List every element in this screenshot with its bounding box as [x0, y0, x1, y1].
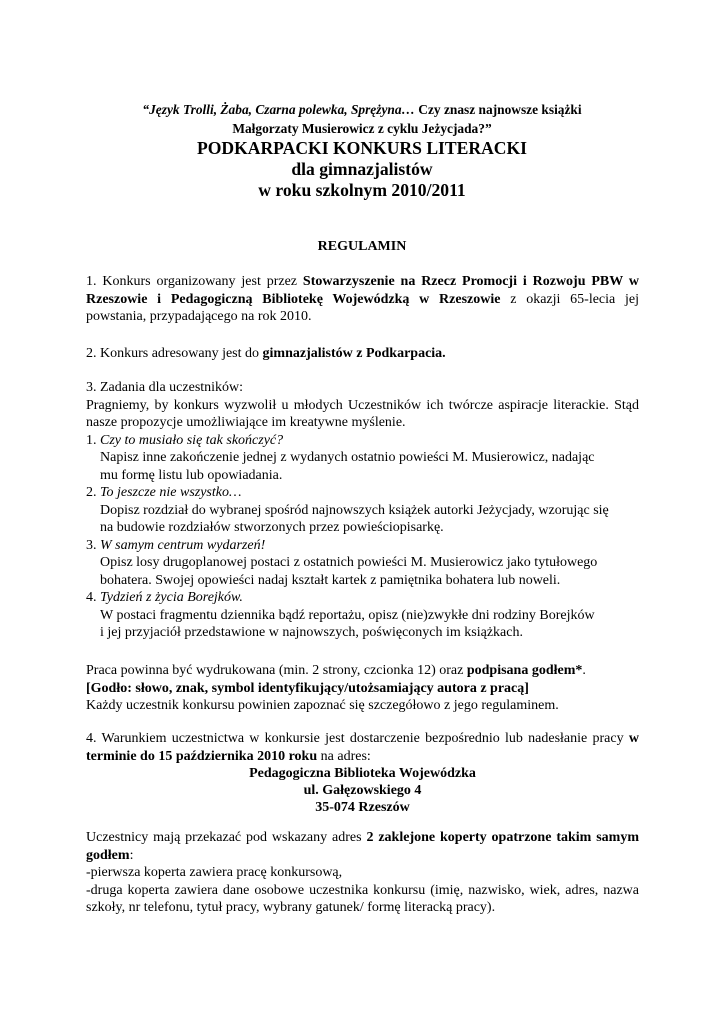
subtitle-line-2: Małgorzaty Musierowicz z cyklu Jeżycjada?” — [232, 121, 492, 136]
s1-a: 1. Konkurs organizowany jest przez — [86, 274, 303, 289]
task-4-num: 4. — [86, 590, 100, 605]
work-requirements — [86, 662, 639, 715]
document-header — [0, 100, 724, 201]
s1-c: z okazji 65-lecia jej powstania, przypadającego na rok 2010. — [86, 291, 640, 324]
contest-audience: dla gimnazjalistów — [291, 159, 433, 179]
task-3-title: W samym centrum wydarzeń! — [100, 537, 266, 553]
s4-c: na adres: — [317, 748, 371, 764]
godlo-definition: [Godło: słowo, znak, symbol identyfikujący/utożsamiający autora z pracą] — [86, 680, 529, 696]
task-2-line-1: Dopisz rozdział do wybranej spośród najnowszych książek autorki Jeżycjady, wzorując się — [100, 502, 609, 518]
task-3 — [86, 537, 639, 590]
subtitle-italic: “Język Trolli, Żaba, Czarna polewka, Sprężyna… — [142, 102, 415, 117]
env-b: 2 zaklejone koperty opatrzone takim samym godłem — [86, 830, 639, 863]
s2-audience: gimnazjalistów z Podkarpacia. — [262, 346, 446, 361]
env-a: Uczestnicy mają przekazać pod wskazany adres — [86, 830, 367, 845]
section-1 — [86, 273, 639, 326]
envelope-1-desc: -pierwsza koperta zawiera pracę konkursową, — [86, 865, 343, 880]
section-3-intro: Pragniemy, by konkurs wyzwolił u młodych Uczestników ich twórcze aspiracje literackie. Stąd nasze propozycje umożliwiające im kreatywne myślenie. — [86, 397, 639, 430]
section-2 — [86, 345, 639, 363]
address-block — [86, 765, 639, 816]
s2-a: 2. Konkurs adresowany jest do — [86, 346, 263, 361]
task-2-line-2: na budowie rozdziałów stworzonych przez powieściopisarkę. — [100, 520, 444, 535]
contest-year: w roku szkolnym 2010/2011 — [258, 180, 466, 200]
task-1-title: Czy to musiało się tak skończyć? — [100, 432, 284, 448]
work-c: . — [582, 663, 586, 678]
task-2-title: To jeszcze nie wszystko… — [100, 485, 242, 500]
work-text — [86, 662, 639, 680]
subtitle-line-1 — [0, 100, 724, 119]
task-1-line-2: mu formę listu lub opowiadania. — [100, 467, 283, 483]
task-1-line-1: Napisz inne zakończenie jednej z wydanych ostatnio powieści M. Musierowicz, nadając — [100, 450, 595, 465]
subtitle-rest: Czy znasz najnowsze książki — [414, 102, 582, 117]
task-2-num: 2. — [86, 485, 100, 500]
task-4-line-2: i jej przyjaciół przedstawione w najnowszych, poświęconych im książkach. — [100, 625, 523, 640]
section-1-text — [86, 273, 639, 326]
work-signed: podpisana godłem* — [466, 663, 583, 678]
task-4-line-1: W postaci fragmentu dziennika bądź reportażu, opisz (nie)zwykłe dni rodziny Borejków — [100, 607, 595, 623]
s1-organizers: Stowarzyszenie na Rzecz Promocji i Rozwoju PBW w Rzeszowie i Pedagogiczną Bibliotekę Wojewódzką w Rzeszowie — [86, 274, 639, 307]
section-2-text — [86, 345, 639, 363]
task-2 — [86, 484, 639, 537]
task-1-num: 1. — [86, 432, 100, 448]
regulamin-heading: REGULAMIN — [317, 239, 407, 254]
s4-deadline: w terminie do 15 października 2010 roku — [86, 731, 639, 764]
task-4 — [86, 589, 639, 642]
envelope-2-desc: -druga koperta zawiera dane osobowe uczestnika konkursu (imię, nazwisko, wiek, adres, nazwa szkoły, nr telefonu, tytuł pracy, wybrany gatunek/ formę literacką pracy). — [86, 882, 639, 915]
task-3-line-2: bohatera. Swojej opowieści nadaj kształt kartek z pamiętnika bohatera lub noweli. — [100, 572, 561, 588]
section-4-text — [86, 730, 639, 765]
contest-title: PODKARPACKI KONKURS LITERACKI — [196, 138, 528, 158]
task-4-title: Tydzień z życia Borejków. — [100, 590, 243, 605]
task-3-num: 3. — [86, 537, 100, 553]
envelopes-section — [86, 829, 639, 917]
env-c: : — [129, 847, 134, 863]
s4-a: 4. Warunkiem uczestnictwa w konkursie jest dostarczenie bezpośrednio lub nadesłanie pracy — [86, 731, 629, 746]
address-line-3: 35-074 Rzeszów — [315, 800, 410, 815]
address-line-2: ul. Gałęzowskiego 4 — [303, 783, 422, 798]
section-3 — [86, 379, 639, 642]
regulation-note: Każdy uczestnik konkursu powinien zapoznać się szczegółowo z jego regulaminem. — [86, 698, 559, 713]
work-a: Praca powinna być wydrukowana (min. 2 strony, czcionka 12) oraz — [86, 663, 467, 678]
address-line-1: Pedagogiczna Biblioteka Wojewódzka — [249, 766, 476, 781]
envelopes-text — [86, 829, 639, 864]
task-3-line-1: Opisz losy drugoplanowej postaci z ostatnich powieści M. Musierowicz jako tytułowego — [100, 555, 598, 570]
section-4 — [86, 730, 639, 816]
section-3-heading: 3. Zadania dla uczestników: — [86, 380, 244, 395]
task-1 — [86, 432, 639, 485]
